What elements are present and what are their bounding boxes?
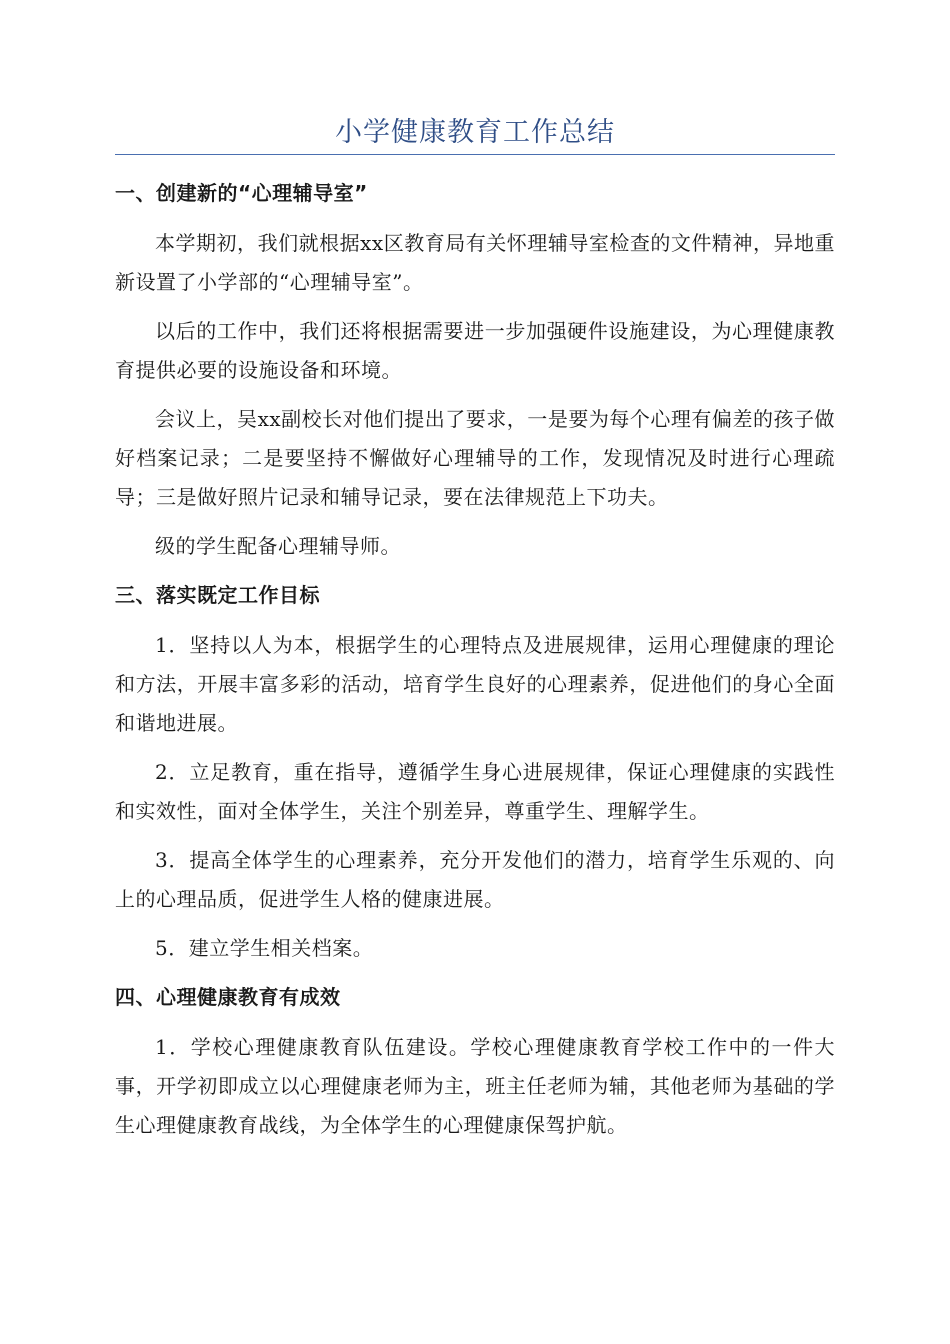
section-heading: 一、创建新的“心理辅导室” (115, 181, 368, 205)
paragraph: 级的学生配备心理辅导师。 (155, 534, 401, 558)
section-heading: 四、心理健康教育有成效 (115, 985, 341, 1009)
paragraph: 本学期初，我们就根据xx区教育局有关怀理辅导室检查的文件精神，异地重新设置了小学部的“心理辅导室”。 (115, 231, 835, 294)
paragraph: 1．坚持以人为本，根据学生的心理特点及进展规律，运用心理健康的理论和方法，开展丰富多彩的活动，培育学生良好的心理素养，促进他们的身心全面和谐地进展。 (115, 633, 835, 735)
paragraph: 会议上，吴xx副校长对他们提出了要求，一是要为每个心理有偏差的孩子做好档案记录；二是要坚持不懈做好心理辅导的工作，发现情况及时进行心理疏导；三是做好照片记录和辅导记录，要在法律规范上下功夫。 (115, 407, 835, 509)
paragraph: 2．立足教育，重在指导，遵循学生身心进展规律，保证心理健康的实践性和实效性，面对全体学生，关注个别差异，尊重学生、理解学生。 (115, 760, 835, 823)
document-title: 小学健康教育工作总结 (335, 117, 615, 148)
section-4 (115, 978, 835, 1145)
section-heading: 三、落实既定工作目标 (115, 583, 320, 607)
section-1 (115, 174, 835, 566)
document-body (115, 174, 835, 1155)
paragraph: 5．建立学生相关档案。 (155, 936, 374, 960)
paragraph: 3．提高全体学生的心理素养，充分开发他们的潜力，培育学生乐观的、向上的心理品质，促进学生人格的健康进展。 (115, 848, 835, 911)
paragraph: 以后的工作中，我们还将根据需要进一步加强硬件设施建设，为心理健康教育提供必要的设施设备和环境。 (115, 319, 835, 382)
paragraph: 1．学校心理健康教育队伍建设。学校心理健康教育学校工作中的一件大事，开学初即成立以心理健康老师为主，班主任老师为辅，其他老师为基础的学生心理健康教育战线，为全体学生的心理健康保驾护航。 (115, 1035, 835, 1137)
title-underline (115, 154, 835, 155)
section-3 (115, 576, 835, 968)
